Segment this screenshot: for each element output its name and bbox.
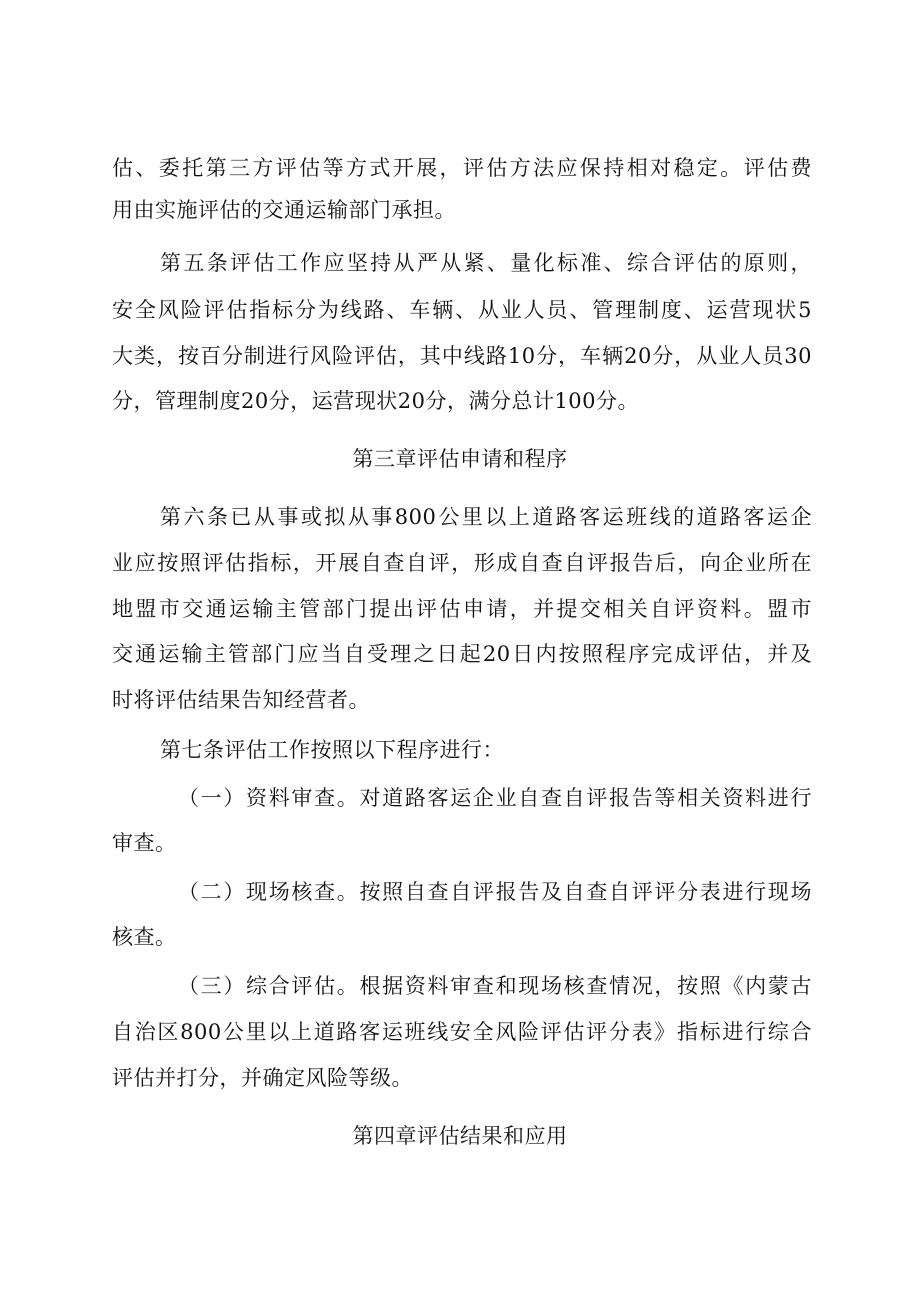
article-7-item-1-line: （一）资料审查。对道路客运企业自查自评报告等相关资料进行: [178, 786, 812, 810]
article-7-item-2-line: 核查。: [112, 925, 177, 949]
article-6-line: 第六条已从事或拟从事800公里以上道路客运班线的道路客运企: [160, 505, 812, 529]
paragraph-line: 用由实施评估的交通运输部门承担。: [112, 198, 456, 222]
article-5-line: 分，管理制度20分，运营现状20分，满分总计100分。: [112, 389, 640, 413]
article-7-intro: 第七条评估工作按照以下程序进行：: [160, 738, 504, 762]
article-5-line: 第五条评估工作应坚持从严从紧、量化标准、综合评估的原则，: [160, 251, 812, 275]
article-6-line: 时将评估结果告知经营者。: [112, 688, 370, 712]
article-5-line: 安全风险评估指标分为线路、车辆、从业人员、管理制度、运营现状5: [112, 298, 812, 322]
article-7-item-3-line: 评估并打分，并确定风险等级。: [112, 1066, 413, 1090]
article-6-line: 交通运输主管部门应当自受理之日起20日内按照程序完成评估，并及: [112, 642, 812, 666]
article-7-item-2-line: （二）现场核查。按照自查自评报告及自查自评评分表进行现场: [178, 880, 812, 904]
paragraph-line: 估、委托第三方评估等方式开展，评估方法应保持相对稳定。评估费: [112, 156, 812, 180]
article-6-line: 业应按照评估指标，开展自查自评，形成自查自评报告后，向企业所在: [112, 551, 812, 575]
article-7-item-3-line: 自治区800公里以上道路客运班线安全风险评估评分表》指标进行综合: [112, 1020, 812, 1044]
article-7-item-1-line: 审查。: [112, 831, 177, 855]
article-7-item-3-line: （三）综合评估。根据资料审查和现场核查情况，按照《内蒙古: [178, 974, 812, 998]
article-5-line: 大类，按百分制进行风险评估，其中线路10分，车辆20分，从业人员30: [112, 344, 812, 368]
article-6-line: 地盟市交通运输主管部门提出评估申请，并提交相关自评资料。盟市: [112, 597, 812, 621]
chapter-3-heading: 第三章评估申请和程序: [352, 447, 568, 471]
chapter-4-heading: 第四章评估结果和应用: [352, 1124, 568, 1148]
